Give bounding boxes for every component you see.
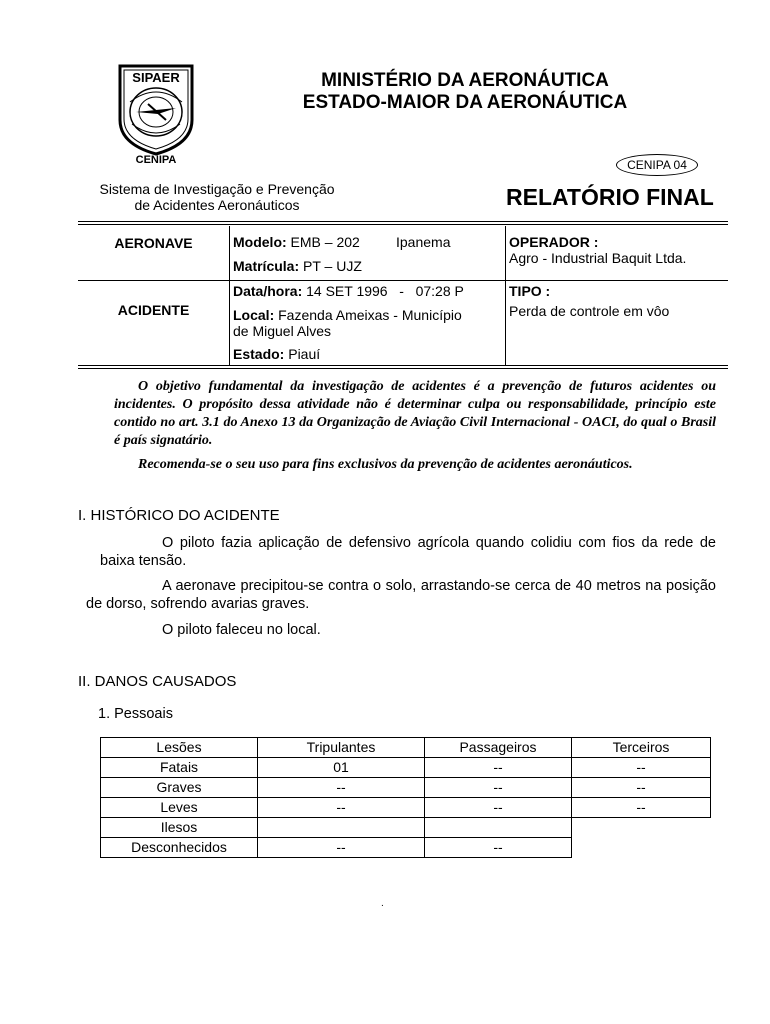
table-row [101,798,711,818]
modelo-value: EMB – 202 [290,234,360,250]
modelo-name: Ipanema [396,234,451,250]
table-cell: -- [572,778,711,798]
pessoas-table [100,737,711,858]
aeronave-label: AERONAVE [114,235,193,251]
table-row [101,818,711,838]
estado-field [233,346,320,362]
table-cell: Leves [101,798,258,818]
objective-paragraph [114,378,716,450]
table-header-cell: Terceiros [572,738,711,758]
info-bottom-rule-2 [78,368,728,369]
danos-heading: II. DANOS CAUSADOS [78,673,237,690]
table-cell: -- [258,838,425,858]
sipaer-cenipa-logo [108,62,204,166]
logo-bottom-text: CENIPA [135,154,177,166]
table-cell: -- [425,838,572,858]
pessoais-subheading: 1. Pessoais [98,706,173,722]
historico-paragraph-1 [100,534,716,570]
objective-text: O objetivo fundamental da investigação de acidentes é a prevenção de futuros acidentes ou incidentes. O propósito dessa atividade não é determinar culpa ou responsabilidade, princípio este contido no art. 3.1 do Anexo 13 da Organização de Aviação Civil Internacional - OACI, do qual o Brasil é país signatário. [114,379,716,448]
tipo-label: TIPO : [509,283,551,299]
modelo-field [233,234,360,250]
table-header-cell: Lesões [101,738,258,758]
table-cell: 01 [258,758,425,778]
datahora-field [233,283,464,299]
table-header-cell: Passageiros [425,738,572,758]
historico-paragraph-3: O piloto faleceu no local. [162,622,321,638]
table-cell: -- [572,798,711,818]
modelo-label: Modelo: [233,234,287,250]
tipo-value: Perda de controle em vôo [509,303,670,319]
table-header-cell: Tripulantes [258,738,425,758]
estado-value: Piauí [288,346,321,362]
info-vline-2 [505,226,506,365]
table-row [101,778,711,798]
table-cell: Graves [101,778,258,798]
acidente-label: ACIDENTE [117,302,190,318]
historico-p1-text: O piloto fazia aplicação de defensivo agrícola quando colidiu com fios da rede de baixa tensão. [100,535,716,569]
table-cell: -- [258,778,425,798]
ministry-title: MINISTÉRIO DA AERONÁUTICA [321,70,609,91]
table-cell: Fatais [101,758,258,778]
footer-dot: . [381,898,384,909]
info-divider-1 [78,280,728,281]
matricula-field [233,258,362,274]
table-cell: Ilesos [101,818,258,838]
matricula-value: PT – UJZ [303,258,362,274]
sistema-line-2: de Acidentes Aeronáuticos [134,197,300,213]
header-rule-top [78,221,728,222]
table-cell [425,818,572,838]
table-cell: -- [425,758,572,778]
table-row [101,838,711,858]
table-cell [258,818,425,838]
local-value-2: de Miguel Alves [233,323,332,339]
cenipa-badge: CENIPA 04 [616,154,698,176]
local-value-1: Fazenda Ameixas - Município [278,307,462,323]
table-cell: Desconhecidos [101,838,258,858]
estado-label: Estado: [233,346,285,362]
report-title: RELATÓRIO FINAL [506,184,714,210]
logo-top-text: SIPAER [132,70,180,85]
table-cell-empty [572,818,711,838]
historico-heading: I. HISTÓRICO DO ACIDENTE [78,507,280,524]
local-field [233,307,462,339]
historico-paragraph-2 [86,577,716,613]
table-header-row [101,738,711,758]
table-cell: -- [425,778,572,798]
info-vline-1 [229,226,230,365]
table-row [101,758,711,778]
operador-label: OPERADOR : [509,234,599,250]
datahora-label: Data/hora: [233,283,303,299]
datahora-value: 14 SET 1996 - 07:28 P [306,283,464,299]
header-rule-bottom [78,224,728,225]
matricula-label: Matrícula: [233,258,300,274]
sistema-label [82,181,352,213]
table-cell: -- [572,758,711,778]
local-label: Local: [233,307,275,323]
ministry-subtitle: ESTADO-MAIOR DA AERONÁUTICA [302,92,628,113]
sistema-line-1: Sistema de Investigação e Prevenção [99,181,335,197]
table-cell: -- [425,798,572,818]
table-cell-empty [572,838,711,858]
operador-value: Agro - Industrial Baquit Ltda. [509,250,687,266]
recommendation-text: Recomenda-se o seu uso para fins exclusivos da prevenção de acidentes aeronáuticos. [138,457,633,472]
historico-p2-text: A aeronave precipitou-se contra o solo, arrastando-se cerca de 40 metros na posição de dorso, sofrendo avarias graves. [86,578,716,612]
table-cell: -- [258,798,425,818]
info-bottom-rule [78,365,728,366]
